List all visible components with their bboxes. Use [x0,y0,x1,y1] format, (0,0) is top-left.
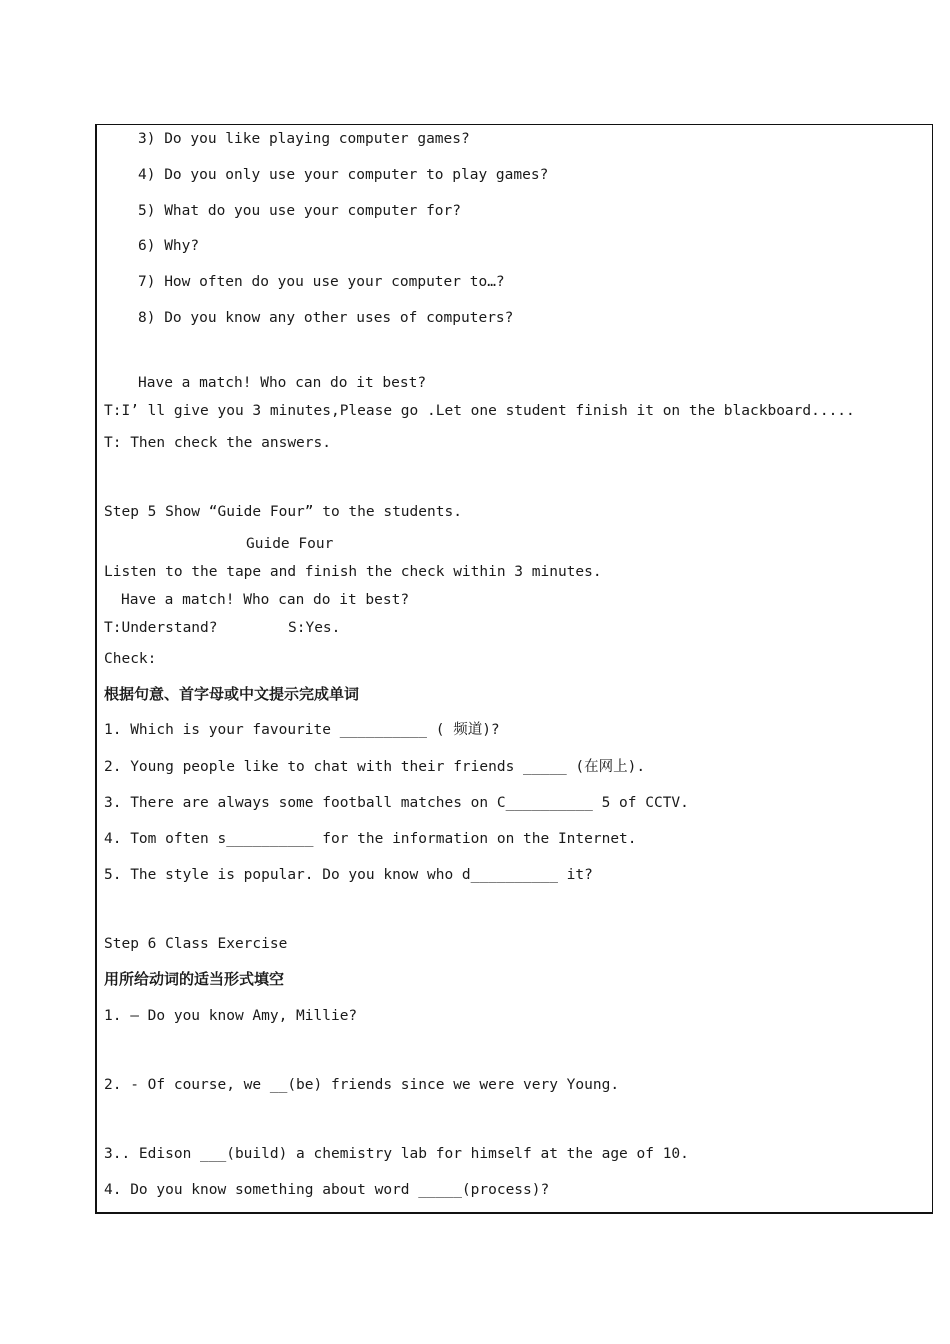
exercise-2-item: 4. Do you know something about word _____(process)? [104,1182,550,1198]
exercise-1-heading: 根据句意、首字母或中文提示完成单词 [104,685,360,703]
match-prompt-2: Have a match! Who can do it best? [121,592,410,608]
exercise-1-item: 1. Which is your favourite __________ ( 频道)? [104,722,500,738]
question-5: 5) What do you use your computer for? [138,203,462,219]
guide-title: Guide Four [246,536,334,552]
listen-instruction: Listen to the tape and finish the check within 3 minutes. [104,564,602,580]
exercise-2-item: 1. — Do you know Amy, Millie? [104,1008,358,1024]
question-8: 8) Do you know any other uses of computers? [138,310,514,326]
exercise-1-item: 5. The style is popular. Do you know who d__________ it? [104,867,593,883]
question-3: 3) Do you like playing computer games? [138,131,470,147]
step-5-heading: Step 5 Show “Guide Four” to the students. [104,504,462,520]
exercise-1-item: 4. Tom often s__________ for the information on the Internet. [104,831,637,847]
match-prompt: Have a match! Who can do it best? [138,375,427,391]
student-answer: S:Yes. [288,620,341,636]
exercise-2-heading: 用所给动词的适当形式填空 [104,970,285,988]
exercise-1-item: 2. Young people like to chat with their friends _____ (在网上). [104,759,646,775]
exercise-1-item: 3. There are always some football matches on C__________ 5 of CCTV. [104,795,689,811]
teacher-instruction: T:I’ ll give you 3 minutes,Please go .Let one student finish it on the blackboard..... [104,403,855,419]
exercise-2-item: 3.. Edison ___(build) a chemistry lab for himself at the age of 10. [104,1146,689,1162]
exercise-2-item: 2. - Of course, we __(be) friends since we were very Young. [104,1077,620,1093]
question-7: 7) How often do you use your computer to…? [138,274,505,290]
question-6: 6) Why? [138,238,200,254]
check-label: Check: [104,651,157,667]
step-6-heading: Step 6 Class Exercise [104,936,288,952]
teacher-understand: T:Understand? [104,620,218,636]
question-4: 4) Do you only use your computer to play games? [138,167,549,183]
teacher-check: T: Then check the answers. [104,435,331,451]
